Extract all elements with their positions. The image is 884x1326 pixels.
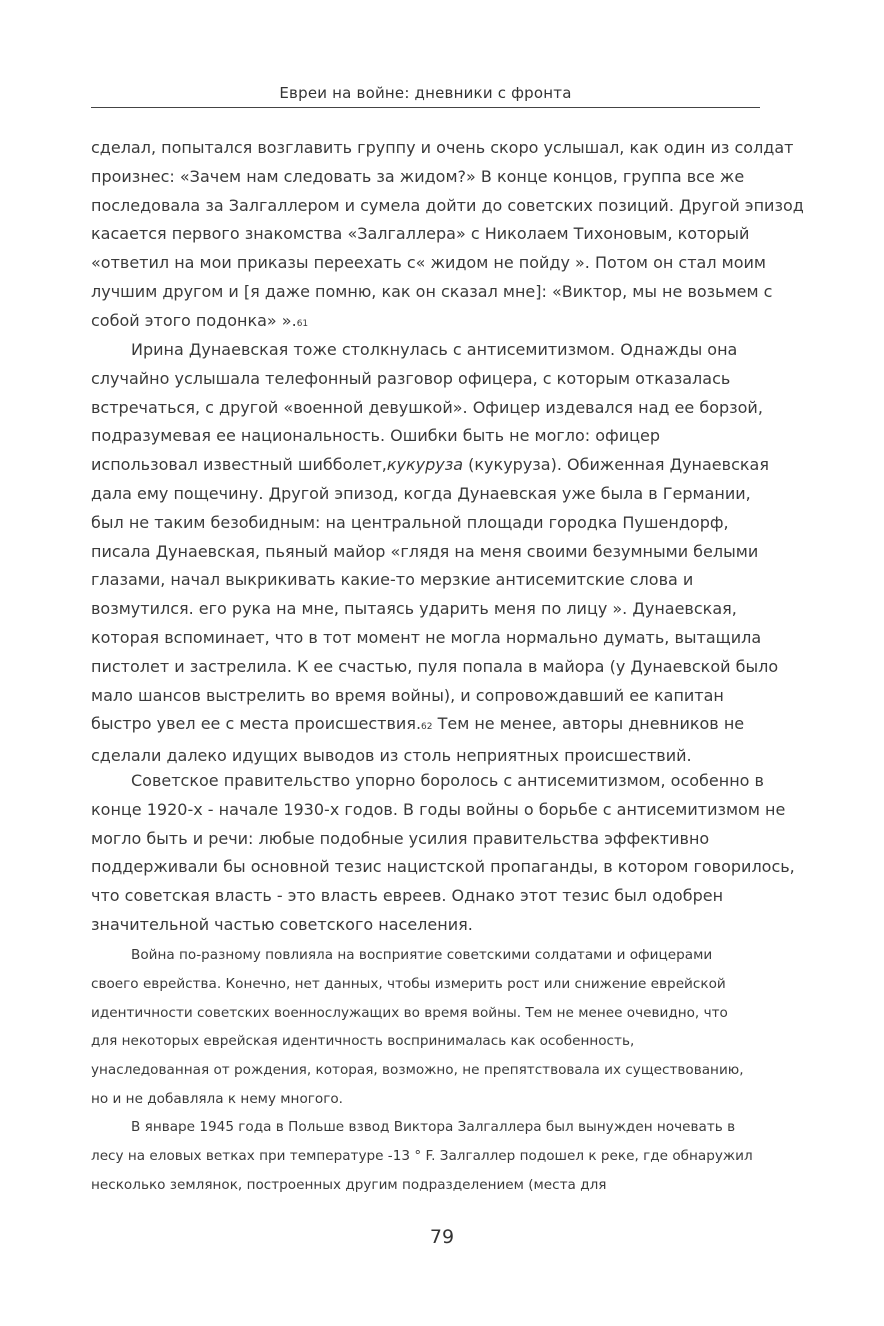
text-line: что советская власть - это власть евреев. Однако этот тезис был одобрен <box>91 886 724 906</box>
text-segment: использовал известный шибболет, <box>91 455 387 475</box>
italic-term: кукуруза <box>386 455 464 475</box>
text-line: поддерживали бы основной тезис нацистской пропаганды, в котором говорилось, <box>91 857 795 877</box>
text-line: сделал, попытался возглавить группу и очень скоро услышал, как один из солдат <box>91 138 794 157</box>
text-line: которая вспоминает, что в тот момент не могла нормально думать, вытащила <box>91 627 762 647</box>
paragraph-1 <box>91 134 804 339</box>
text-line <box>91 710 760 742</box>
text-line: но и не добавляла к нему многого. <box>91 1090 344 1107</box>
text-line: могло быть и речи: любые подобные усилия правительства эффективно <box>91 828 710 848</box>
text-segment: собой этого подонка» ». <box>91 310 297 330</box>
text-line: последовала за Залгаллером и сумела дойти до советских позиций. Другой эпизод <box>91 195 804 215</box>
text-line: унаследованная от рождения, которая, возможно, не препятствовала их существованию, <box>91 1062 744 1079</box>
paragraph-3 <box>91 767 795 940</box>
text-line <box>91 307 760 339</box>
text-line: глазами, начал выкрикивать какие-то мерзкие антисемитские слова и <box>91 570 694 590</box>
text-segment: (кукуруза). Обиженная Дунаевская <box>463 455 769 475</box>
page-number: 79 <box>429 1226 455 1248</box>
text-line <box>91 451 769 480</box>
text-line: касается первого знакомства «Залгаллера» с Николаем Тихоновым, который <box>91 224 750 244</box>
footnote-marker-62[interactable]: 62 <box>421 722 433 733</box>
text-line: произнес: «Зачем нам следовать за жидом?» В конце концов, группа все же <box>91 166 745 186</box>
text-line: дала ему пощечину. Другой эпизод, когда Дунаевская уже была в Германии, <box>91 483 751 503</box>
text-line: В январе 1945 года в Польше взвод Виктора Залгаллера был вынужден ночевать в <box>131 1119 736 1135</box>
text-line: лучшим другом и [я даже помню, как он сказал мне]: «Виктор, мы не возьмем с <box>91 281 773 301</box>
text-line: случайно услышала телефонный разговор офицера, с которым отказалась <box>91 368 731 388</box>
text-line: несколько землянок, построенных другим подразделением (места для <box>91 1176 607 1193</box>
text-line: своего еврейства. Конечно, нет данных, чтобы измерить рост или снижение еврейской <box>91 975 726 992</box>
text-segment: Тем не менее, авторы дневников не <box>432 714 745 734</box>
text-line: конце 1920-х - начале 1930-х годов. В годы войны о борьбе с антисемитизмом не <box>91 799 786 819</box>
text-line: Советское правительство упорно боролось с антисемитизмом, особенно в <box>131 771 764 790</box>
text-line: значительной частью советского населения. <box>91 914 473 934</box>
text-line: писала Дунаевская, пьяный майор «глядя на меня своими безумными белыми <box>91 541 759 561</box>
text-line: был не таким безобидным: на центральной площади городка Пушендорф, <box>91 512 729 532</box>
text-line: пистолет и застрелила. К ее счастью, пуля попала в майора (у Дунаевской было <box>91 656 779 676</box>
text-line: подразумевая ее национальность. Ошибки быть не могло: офицер <box>91 426 661 446</box>
text-line: Ирина Дунаевская тоже столкнулась с антисемитизмом. Однажды она <box>131 340 738 359</box>
paragraph-4 <box>91 941 760 1114</box>
text-line: «ответил на мои приказы переехать с« жидом не пойду ». Потом он стал моим <box>91 253 766 273</box>
footnote-marker-61[interactable]: 61 <box>296 318 309 329</box>
text-line: лесу на еловых ветках при температуре -13 ° F. Залгаллер подошел к реке, где обнаружил <box>91 1147 753 1164</box>
paragraph-2 <box>91 336 779 771</box>
text-line: для некоторых еврейская идентичность воспринималась как особенность, <box>91 1033 635 1050</box>
paragraph-5 <box>91 1113 760 1199</box>
text-line: Война по-разному повлияла на восприятие советскими солдатами и офицерами <box>131 947 713 963</box>
header-divider <box>91 107 760 108</box>
text-line: идентичности советских военнослужащих во время войны. Тем не менее очевидно, что <box>91 1004 728 1021</box>
text-line: сделали далеко идущих выводов из столь неприятных происшествий. <box>91 746 692 766</box>
text-line: встречаться, с другой «военной девушкой». Офицер издевался над ее борзой, <box>91 397 763 417</box>
text-line: возмутился. его рука на мне, пытаясь ударить меня по лицу ». Дунаевская, <box>91 599 737 619</box>
running-header: Евреи на войне: дневники с фронта <box>279 84 572 102</box>
text-line: мало шансов выстрелить во время войны), и сопровождавший ее капитан <box>91 685 724 705</box>
text-segment: быстро увел ее с места происшествия. <box>91 714 422 734</box>
